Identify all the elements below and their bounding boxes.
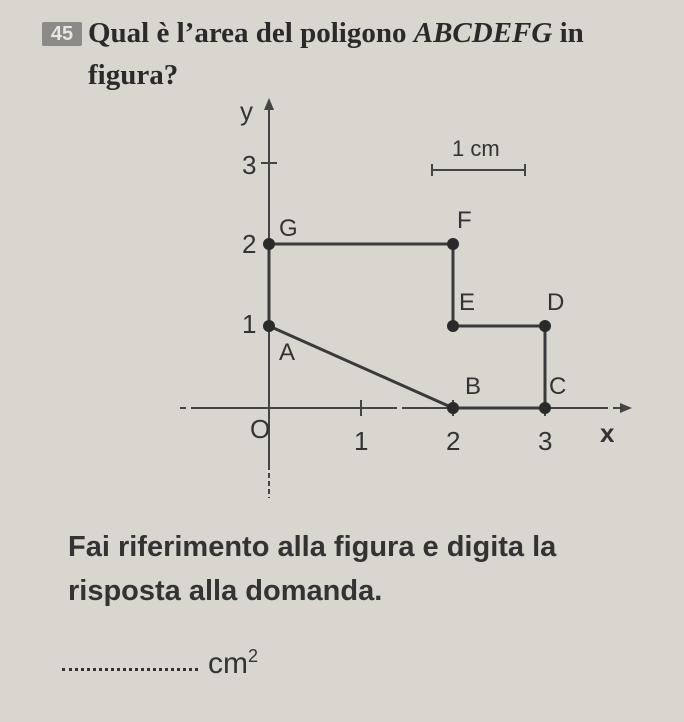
unit-exponent: 2 — [248, 646, 259, 666]
origin-label: O — [250, 414, 271, 444]
x-axis-label: x — [600, 418, 615, 448]
point-c — [539, 402, 551, 414]
answer-unit — [208, 646, 258, 681]
scale-label: 1 cm — [452, 136, 500, 161]
question-part-1: Qual è l’area del poligono — [88, 17, 414, 49]
point-label-d: D — [547, 289, 565, 316]
point-g — [263, 238, 275, 250]
y-axis-arrow — [264, 98, 274, 110]
point-f — [447, 238, 459, 250]
y-tick-label-2: 2 — [242, 229, 257, 259]
y-tick-label-3: 3 — [242, 150, 257, 180]
question-part-2: in figura? — [88, 17, 584, 91]
point-label-g: G — [279, 215, 298, 242]
exercise-number-badge: 45 — [42, 22, 82, 46]
point-label-c: C — [549, 373, 567, 400]
instruction-text: Fai riferimento alla figura e digita la risposta alla domanda. — [68, 531, 557, 607]
polygon-name: ABCDEFG — [413, 17, 553, 49]
point-label-e: E — [459, 289, 476, 316]
answer-input-line[interactable] — [62, 668, 198, 671]
x-tick-label-1: 1 — [354, 426, 369, 456]
polygon-abcdefg — [269, 244, 545, 408]
point-a — [263, 320, 275, 332]
y-tick-label-1: 1 — [242, 309, 257, 339]
unit-text: cm — [208, 647, 248, 680]
x-tick-label-3: 3 — [538, 426, 553, 456]
x-axis-arrow — [620, 403, 632, 413]
point-label-f: F — [457, 207, 472, 234]
point-e — [447, 320, 459, 332]
y-axis-label: y — [240, 96, 253, 126]
point-label-a: A — [279, 339, 296, 366]
point-d — [539, 320, 551, 332]
x-tick-label-2: 2 — [446, 426, 461, 456]
point-b — [447, 402, 459, 414]
point-label-b: B — [465, 373, 482, 400]
